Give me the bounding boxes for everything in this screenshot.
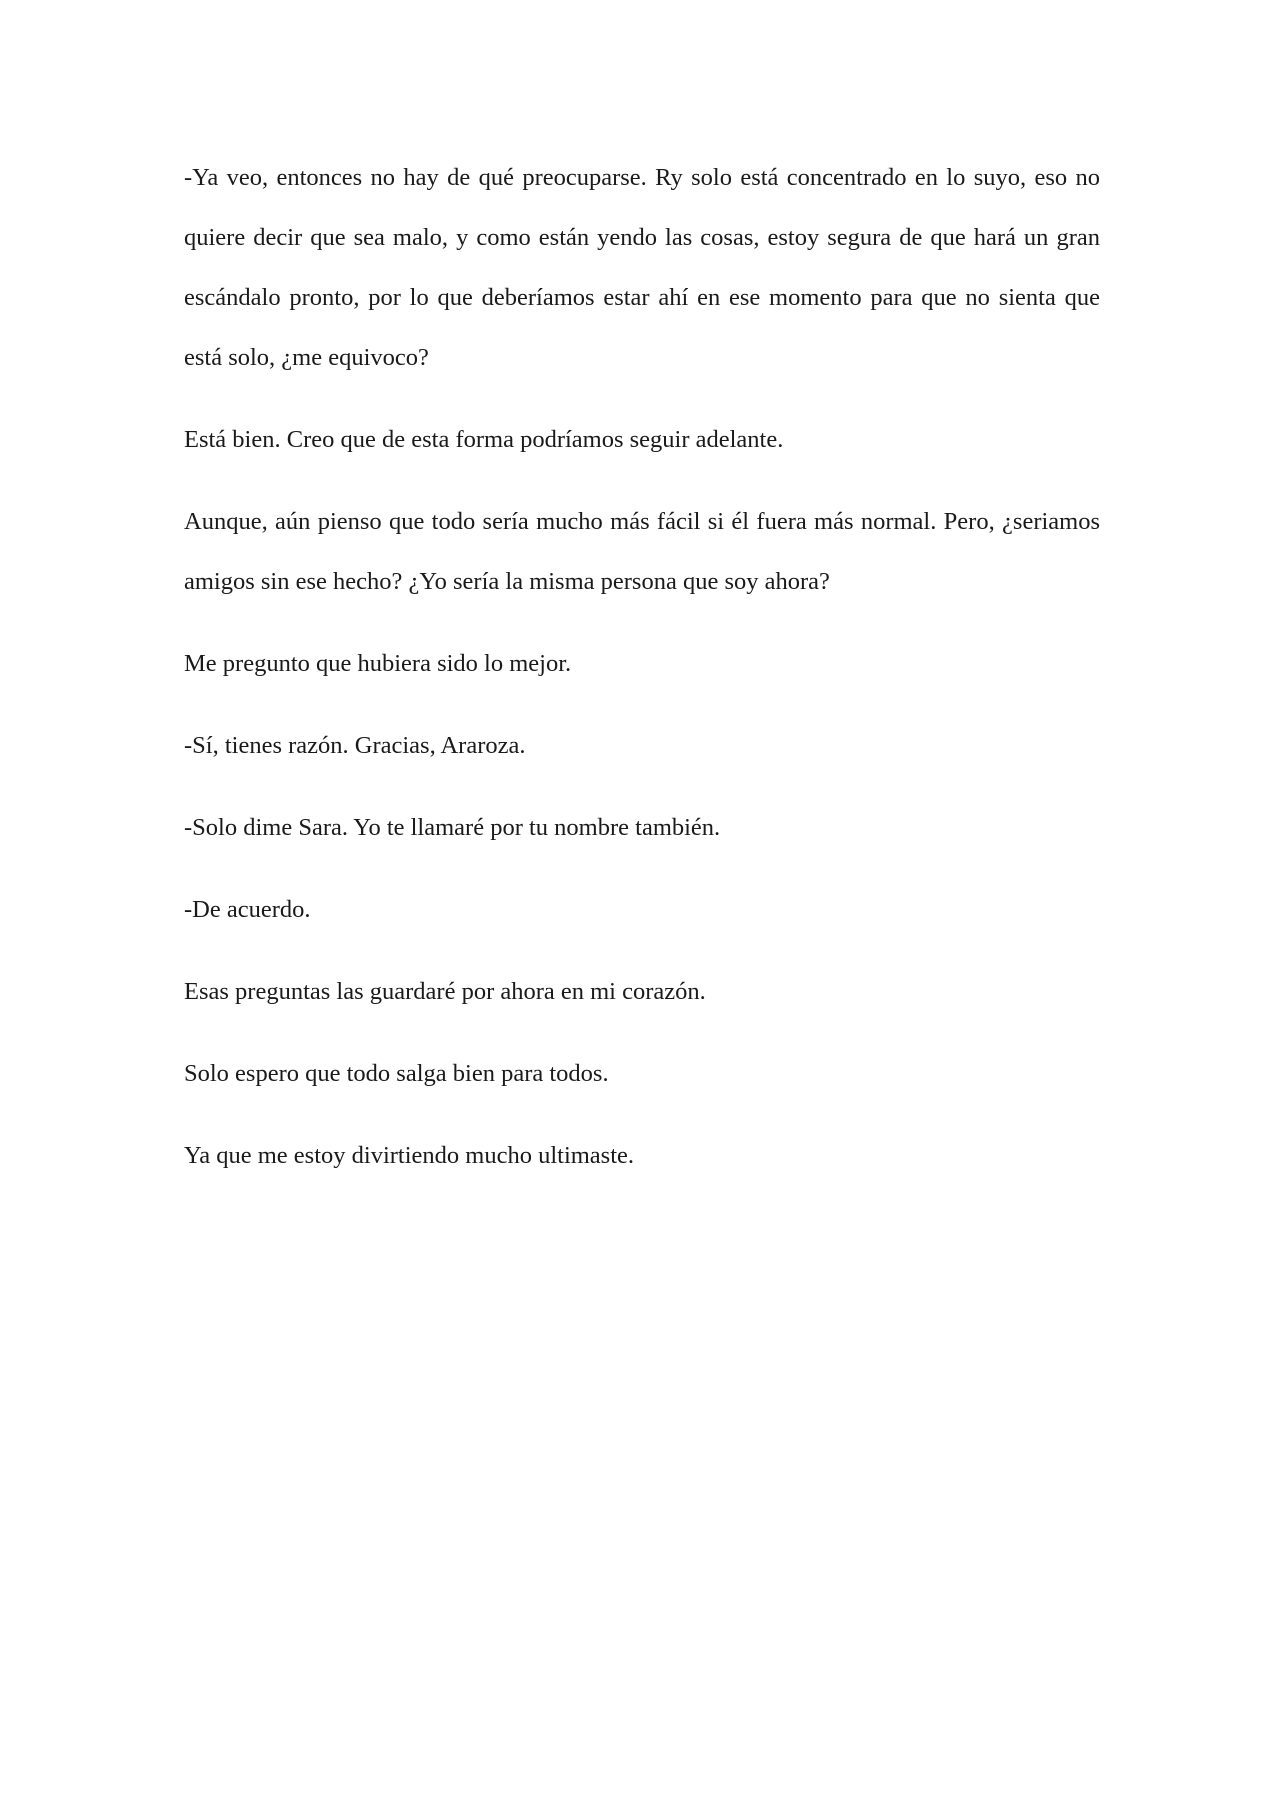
- paragraph: -Solo dime Sara. Yo te llamaré por tu nombre también.: [184, 814, 721, 841]
- paragraph: Esas preguntas las guardaré por ahora en mi corazón.: [184, 978, 706, 1005]
- paragraph: -Sí, tienes razón. Gracias, Araroza.: [184, 732, 526, 759]
- paragraph: -De acuerdo.: [184, 896, 311, 923]
- paragraph: Me pregunto que hubiera sido lo mejor.: [184, 650, 572, 677]
- document-body: [184, 148, 1100, 1208]
- paragraph: Ya que me estoy divirtiendo mucho ultimaste.: [184, 1142, 635, 1169]
- paragraph: Está bien. Creo que de esta forma podríamos seguir adelante.: [184, 426, 784, 453]
- paragraph: Aunque, aún pienso que todo sería mucho más fácil si él fuera más normal. Pero, ¿seriamos amigos sin ese hecho? ¿Yo sería la misma persona que soy ahora?: [184, 508, 1100, 595]
- paragraph: Solo espero que todo salga bien para todos.: [184, 1060, 609, 1087]
- paragraph: -Ya veo, entonces no hay de qué preocuparse. Ry solo está concentrado en lo suyo, eso no quiere decir que sea malo, y como están yendo las cosas, estoy segura de que hará un gran escándalo pronto, por lo que deberíamos estar ahí en ese momento para que no sienta que está solo, ¿me equivoco?: [184, 164, 1100, 371]
